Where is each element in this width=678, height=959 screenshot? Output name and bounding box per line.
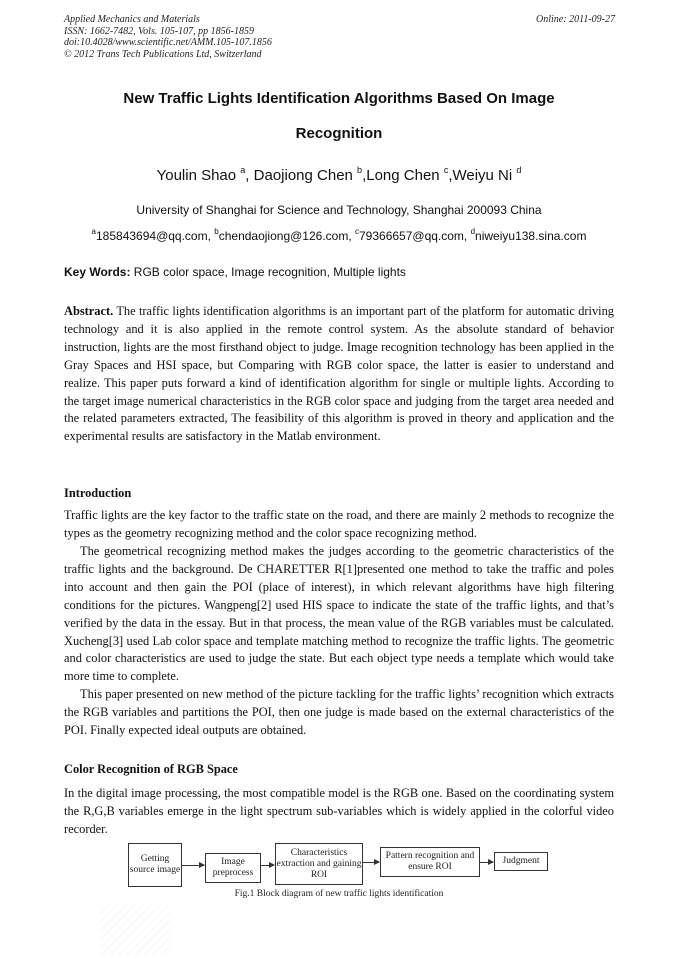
section-heading-introduction: Introduction bbox=[64, 486, 132, 500]
email-mark: b bbox=[214, 227, 219, 236]
author-separator: , bbox=[245, 167, 254, 184]
diagram-box-source: Getting source image bbox=[128, 843, 182, 887]
journal-name: Applied Mechanics and Materials bbox=[64, 14, 200, 25]
diagram-box-roi: Characteristics extraction and gaining ROI bbox=[275, 843, 363, 885]
email-mark: a bbox=[91, 227, 96, 236]
email-address: 185843694@qq.com, bbox=[96, 229, 215, 243]
author-name: Long Chen bbox=[366, 167, 444, 184]
author-separator: , bbox=[362, 167, 367, 184]
issn-line: ISSN: 1662-7482, Vols. 105-107, pp 1856-1859 bbox=[64, 25, 254, 37]
figure-caption: Fig.1 Block diagram of new traffic lights identification bbox=[234, 889, 444, 899]
author-name: Daojiong Chen bbox=[253, 167, 358, 184]
section-heading-color-recognition: Color Recognition of RGB Space bbox=[64, 762, 238, 776]
keywords bbox=[64, 265, 406, 279]
abstract-label: Abstract. bbox=[64, 304, 114, 318]
diagram-arrow bbox=[261, 865, 274, 866]
email-address: 79366657@qq.com, bbox=[359, 229, 471, 243]
author-mark: c bbox=[443, 165, 449, 175]
intro-paragraph-1: Traffic lights are the key factor to the traffic state on the road, and there are mainly 2 methods to recognize the types as the geometry recognizing method and the color space recognizing method. bbox=[64, 508, 614, 540]
author-name: Youlin Shao bbox=[156, 167, 241, 184]
intro-paragraph-2: The geometrical recognizing method makes the judges according to the geometric characteristics of the traffic lights and the background. De CHARETTER R[1]presented one method to take the traffic and poles into account and then gain the POI (place of interest), in which relevant algorithms have high filtering conditions for the pictures. Wangpeng[2] used HIS space to indicate the state of the traffic lights, and that’s verified by the data in the essay. But in that process, the mean value of the RGB variables must be calculated. Xucheng[3] used Lab color space and template matching method to recognize the traffic lights. The geometric and color characteristics are used to judge the state. But each object type needs a template which would take more time to complete. bbox=[64, 544, 614, 684]
copyright-line: © 2012 Trans Tech Publications Ltd, Switzerland bbox=[64, 48, 262, 60]
paper-title-line-2: Recognition bbox=[295, 125, 383, 142]
abstract bbox=[64, 303, 614, 446]
author-mark: d bbox=[516, 165, 522, 175]
author-name: Weiyu Ni bbox=[452, 167, 517, 184]
doi-line: doi:10.4028/www.scientific.net/AMM.105-107.1856 bbox=[64, 37, 272, 48]
email-address: chendaojiong@126.com, bbox=[218, 229, 355, 243]
diagram-arrow bbox=[480, 862, 493, 863]
diagram-arrow bbox=[363, 862, 379, 863]
diagram-box-pattern: Pattern recognition and ensure ROI bbox=[380, 847, 480, 877]
intro-paragraph-3: This paper presented on new method of the picture tackling for the traffic lights’ recognition which extracts the RGB variables and partitions the POI, then one judge is made based on the external characteristics of the POI. Finally expected ideal outputs are obtained. bbox=[64, 687, 614, 737]
keywords-text: RGB color space, Image recognition, Multiple lights bbox=[130, 265, 406, 279]
scan-artifact bbox=[100, 905, 170, 955]
online-date: Online: 2011-09-27 bbox=[536, 14, 615, 25]
email-mark: d bbox=[470, 227, 476, 236]
author-list bbox=[64, 166, 614, 184]
diagram-box-preprocess: Image preprocess bbox=[205, 853, 261, 883]
email-list bbox=[64, 228, 614, 243]
author-mark: a bbox=[240, 165, 246, 175]
journal-header bbox=[64, 14, 272, 60]
keywords-label: Key Words: bbox=[64, 265, 131, 279]
email-address: niweiyu138.sina.com bbox=[475, 229, 587, 243]
diagram-arrow bbox=[182, 865, 204, 866]
color-paragraph-1: In the digital image processing, the most compatible model is the RGB one. Based on the coordinating system the R,G,B variables emerge in the light spectrum sub-variables which is widely applied in the colorful video recorder. bbox=[64, 786, 614, 836]
paper-title-line-1: New Traffic Lights Identification Algorithms Based On Image bbox=[123, 90, 555, 107]
diagram-box-judgment: Judgment bbox=[494, 852, 548, 871]
author-separator: , bbox=[448, 167, 453, 184]
affiliation: University of Shanghai for Science and Technology, Shanghai 200093 China bbox=[136, 203, 542, 217]
email-mark: c bbox=[355, 227, 359, 236]
abstract-text: The traffic lights identification algorithms is an important part of the platform for automatic driving technology and it is also applied in the remote control system. As the absolute standard of behavior instruction, lights are the most firsthand object to judge. Image recognition technology has been applied in the Gray Spaces and HSI space, but Comparing with RGB color space, the latter is easier to understand and realize. This paper puts forward a kind of identification algorithm for single or multiple lights. According to the target image numerical characteristics in the RGB color space and judging from the target area needed and the related parameters extracted, The feasibility of this algorithm is proved in theory and application and the experimental results are satisfactory in the Matlab environment. bbox=[64, 304, 614, 444]
author-mark: b bbox=[357, 165, 363, 175]
